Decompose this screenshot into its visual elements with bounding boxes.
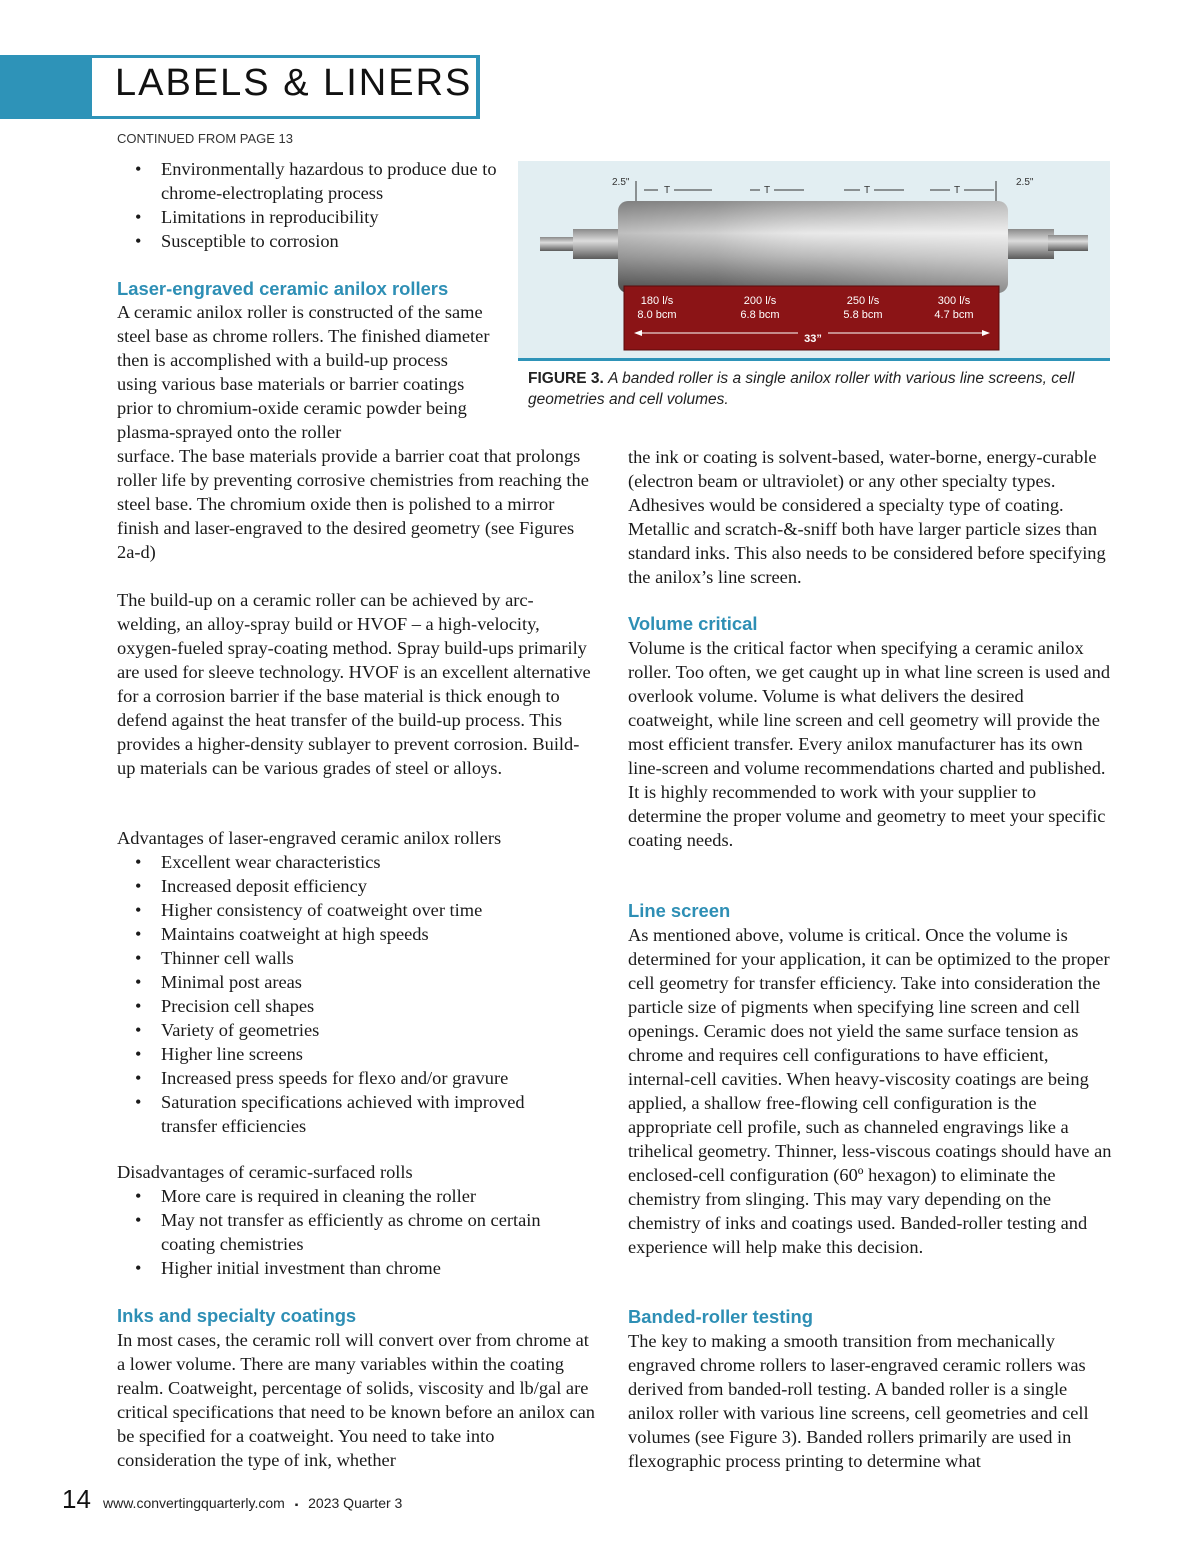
footer-separator: ▪ <box>294 1500 299 1511</box>
list-item: • More care is required in cleaning the roller <box>117 1184 587 1208</box>
paragraph-ceramic-construction-b: surface. The base materials provide a barrier coat that prolongs roller life by preventing corrosive chemistries from reaching the steel base. The chromium oxide then is polished to a mirror finish and laser-engraved to the desired geometry (see Figures 2a-d) <box>117 446 589 562</box>
list-item: • May not transfer as efficiently as chrome on certain coating chemistries <box>117 1208 587 1256</box>
list-item: • Maintains coatweight at high speeds <box>117 922 577 946</box>
list-item: • Variety of geometries <box>117 1018 577 1042</box>
band-width-label: T <box>954 185 961 196</box>
paragraph-ink-types: the ink or coating is solvent-based, water-borne, energy-curable (electron beam or ultraviolet) or any other specialty types. Adhesives would be considered a specialty type of coating. Metallic and scratch-&-sniff both have larger particle sizes than standard inks. This also needs to be considered before specifying the anilox’s line screen. <box>628 447 1106 587</box>
right-journal <box>1004 229 1054 259</box>
list-item: • Precision cell shapes <box>117 994 577 1018</box>
left-edge-dimension: 2.5" <box>612 177 630 188</box>
paragraph-volume: Volume is the critical factor when specifying a ceramic anilox roller. Too often, we get caught up in what line screen is used and overlook volume. Volume is what delivers the desired coatweight, while line screen and cell geometry will provide the most efficient transfer. Every anilox manufacturer has its own line-screen and volume recommendations charted and published. It is highly recommended to work with your supplier to determine the proper volume and geometry to meet your specific coating needs. <box>628 638 1111 850</box>
caption-text: A banded roller is a single anilox roller with various line screens, cell geometries and cell volumes. <box>528 370 1075 408</box>
heading-inks-specialty: Inks and specialty coatings <box>117 1305 357 1326</box>
list-item: • Environmentally hazardous to produce due to chrome-electroplating process <box>117 157 517 205</box>
figure-banded-roller <box>518 161 1110 360</box>
band-2-linescreen: 200 l/s <box>743 295 777 307</box>
list-item: • Thinner cell walls <box>117 946 577 970</box>
disadvantages-list <box>117 1184 587 1280</box>
paragraph-ceramic-construction-a: A ceramic anilox roller is constructed of the same steel base as chrome rollers. The finished diameter then is accomplished with a build-up process using various base materials or barrier coatings prior to chromium-oxide ceramic powder being plasma-sprayed onto the roller <box>117 302 490 442</box>
continued-from-note: CONTINUED FROM PAGE 13 <box>117 131 294 146</box>
band-shading <box>618 201 1008 293</box>
caption-label: FIGURE 3. <box>528 370 604 387</box>
list-item: • Increased deposit efficiency <box>117 874 577 898</box>
paragraph-inks: In most cases, the ceramic roll will convert over from chrome at a lower volume. There are many variables within the coating realm. Coatweight, percentage of solids, viscosity and lb/gal are critical specifications that need to be known before an anilox can be specified for a coatweight. You need to take into consideration the type of ink, whether <box>117 1330 595 1470</box>
heading-line-screen: Line screen <box>628 900 731 921</box>
disadvantages-title: Disadvantages of ceramic-surfaced rolls <box>117 1162 413 1182</box>
list-item: • Limitations in reproducibility <box>117 205 517 229</box>
list-item: • Minimal post areas <box>117 970 577 994</box>
footer-website: www.convertingquarterly.com <box>103 1495 285 1511</box>
heading-laser-engraved-ceramic: Laser-engraved ceramic anilox rollers <box>117 278 449 299</box>
band-width-label: T <box>864 185 871 196</box>
paragraph-banded-roller: The key to making a smooth transition from mechanically engraved chrome rollers to laser-engraved ceramic rollers was derived from banded-roll testing. A banded roller is a single anilox roller with various line screens, cell geometries and cell volumes (see Figure 3). Banded rollers primarily are used in flexographic process printing to determine what <box>628 1331 1089 1471</box>
band-1-volume: 8.0 bcm <box>637 309 677 321</box>
right-shaft <box>1048 235 1088 251</box>
advantages-title: Advantages of laser-engraved ceramic anilox rollers <box>117 828 502 848</box>
band-width-label: T <box>664 185 671 196</box>
page-number: 14 <box>62 1484 91 1514</box>
band-1-linescreen: 180 l/s <box>640 295 674 307</box>
paragraph-line-screen: As mentioned above, volume is critical. Once the volume is determined for your application, it can be optimized to the proper cell geometry for transfer efficiency. Take into consideration the particle size of pigments when specifying line screen and cell openings. Ceramic does not yield the same surface tension as chrome and requires cell configurations to have efficient, internal-cell cavities. When heavy-viscosity coatings are being applied, a shallow free-flowing cell configuration is the appropriate cell profile, such as channeled engravings like a trihelical geometry. Thinner, less-viscous coatings should have an enclosed-cell configuration (60º hexagon) to eliminate the chemistry from slinging. This may vary depending on the chemistry of inks and coatings used. Banded-roller testing and experience will help make this decision. <box>628 925 1112 1257</box>
list-item: • Susceptible to corrosion <box>117 229 517 253</box>
footer-issue: 2023 Quarter 3 <box>308 1495 403 1511</box>
chrome-disadvantages-list <box>117 157 517 253</box>
band-3-linescreen: 250 l/s <box>846 295 880 307</box>
heading-volume-critical: Volume critical <box>628 613 758 634</box>
band-width-label: T <box>764 185 771 196</box>
list-item: • Higher initial investment than chrome <box>117 1256 587 1280</box>
list-item: • Higher consistency of coatweight over time <box>117 898 577 922</box>
banded-roller-illustration <box>518 161 1110 360</box>
band-4-volume: 4.7 bcm <box>934 309 974 321</box>
footer-info <box>103 1495 402 1511</box>
band-4-linescreen: 300 l/s <box>937 295 971 307</box>
paragraph-build-up: The build-up on a ceramic roller can be achieved by arc-welding, an alloy-spray build or HVOF – a high-velocity, oxygen-fueled spray-coating method. Spray build-ups primarily are used for sleeve technology. HVOF is an excellent alternative for a corrosion barrier if the base material is thick enough to defend against the heat transfer of the build-up process. This provides a higher-density sublayer to prevent corrosion. Build-up materials can be various grades of steel or alloys. <box>117 590 591 778</box>
heading-banded-roller-testing: Banded-roller testing <box>628 1306 813 1327</box>
list-item: • Excellent wear characteristics <box>117 850 577 874</box>
right-edge-dimension: 2.5" <box>1016 177 1034 188</box>
list-item: • Increased press speeds for flexo and/or gravure <box>117 1066 577 1090</box>
section-title: LABELS & LINERS <box>115 62 473 104</box>
list-item: • Higher line screens <box>117 1042 577 1066</box>
advantages-list <box>117 850 577 1138</box>
band-3-volume: 5.8 bcm <box>843 309 883 321</box>
band-2-volume: 6.8 bcm <box>740 309 780 321</box>
roller-length: 33” <box>804 333 822 345</box>
figure-caption <box>528 368 1108 410</box>
left-journal <box>573 229 623 259</box>
figure-rule <box>518 358 1110 361</box>
list-item: • Saturation specifications achieved with improved transfer efficiencies <box>117 1090 577 1138</box>
